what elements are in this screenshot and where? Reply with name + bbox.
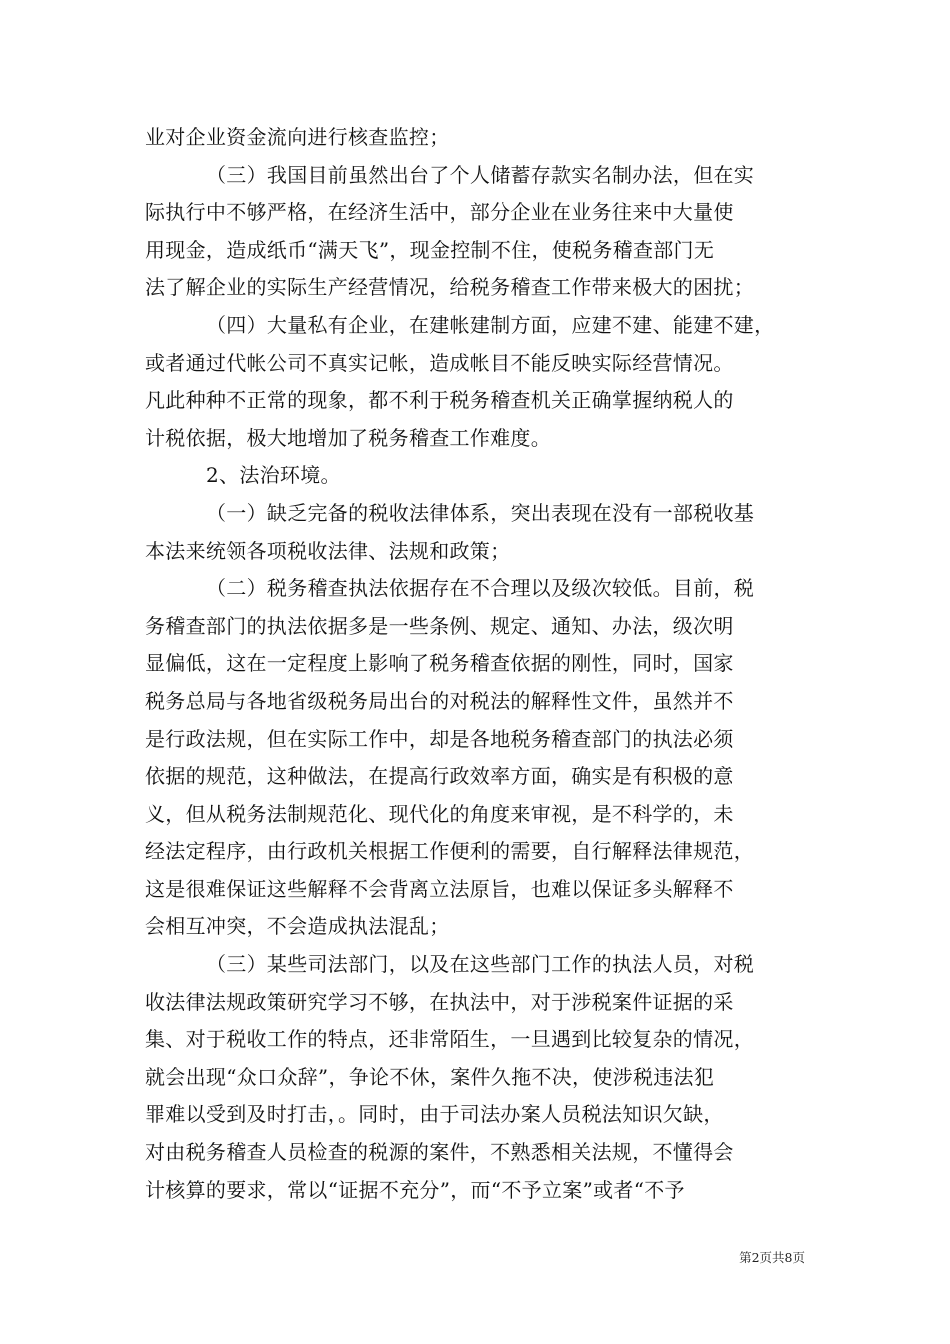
text-line: 罪难以受到及时打击，。同时，由于司法办案人员税法知识欠缺， [145,1102,724,1127]
page-number: 第2页共8页 [739,1250,805,1265]
text-line: （三）我国目前虽然出台了个人储蓄存款实名制办法，但在实 [206,162,755,187]
text-line: 这是很难保证这些解释不会背离立法原旨，也难以保证多头解释不 [145,876,734,901]
text-line: 会相互冲突，不会造成执法混乱； [145,914,450,939]
text-line: （四）大量私有企业，在建帐建制方面，应建不建、能建不建， [206,312,775,337]
text-line: 本法来统领各项税收法律、法规和政策； [145,538,511,563]
text-line: 用现金，造成纸币“满天飞”，现金控制不住，使税务稽查部门无 [145,237,715,262]
text-line: 计核算的要求，常以“证据不充分”，而“不予立案”或者“不予 [145,1177,685,1202]
text-line: 法了解企业的实际生产经营情况，给税务稽查工作带来极大的困扰； [145,275,754,300]
text-line: （二）税务稽查执法依据存在不合理以及级次较低。目前，税 [206,576,755,601]
text-line: 2、法治环境。 [206,463,341,488]
text-line: （三）某些司法部门，以及在这些部门工作的执法人员，对税 [206,952,755,977]
text-line: 集、对于税收工作的特点，还非常陌生，一旦遇到比较复杂的情况， [145,1027,754,1052]
text-line: 计税依据，极大地增加了税务稽查工作难度。 [145,425,551,450]
text-line: 或者通过代帐公司不真实记帐，造成帐目不能反映实际经营情况。 [145,350,734,375]
document-body [145,119,805,1209]
text-line: 就会出现“众口众辞”，争论不休，案件久拖不决，使涉税违法犯 [145,1064,715,1089]
text-line: 业对企业资金流向进行核查监控； [145,125,450,149]
text-line: 务稽查部门的执法依据多是一些条例、规定、通知、办法，级次明 [145,613,734,638]
text-line: （一）缺乏完备的税收法律体系，突出表现在没有一部税收基 [206,500,755,525]
text-line: 依据的规范，这种做法，在提高行政效率方面，确实是有积极的意 [145,764,734,789]
text-line: 凡此种种不正常的现象，都不利于税务稽查机关正确掌握纳税人的 [145,388,734,413]
text-line: 显偏低，这在一定程度上影响了税务稽查依据的刚性，同时，国家 [145,651,734,676]
text-line: 义，但从税务法制规范化、现代化的角度来审视，是不科学的，未 [145,801,734,826]
text-line: 是行政法规，但在实际工作中，却是各地税务稽查部门的执法必须 [145,726,734,751]
text-line: 际执行中不够严格，在经济生活中，部分企业在业务往来中大量使 [145,200,734,225]
text-line: 税务总局与各地省级税务局出台的对税法的解释性文件，虽然并不 [145,688,734,713]
text-line: 收法律法规政策研究学习不够，在执法中，对于涉税案件证据的采 [145,989,734,1014]
text-line: 经法定程序，由行政机关根据工作便利的需要，自行解释法律规范， [145,839,754,864]
text-line: 对由税务稽查人员检查的税源的案件，不熟悉相关法规，不懂得会 [145,1140,734,1165]
